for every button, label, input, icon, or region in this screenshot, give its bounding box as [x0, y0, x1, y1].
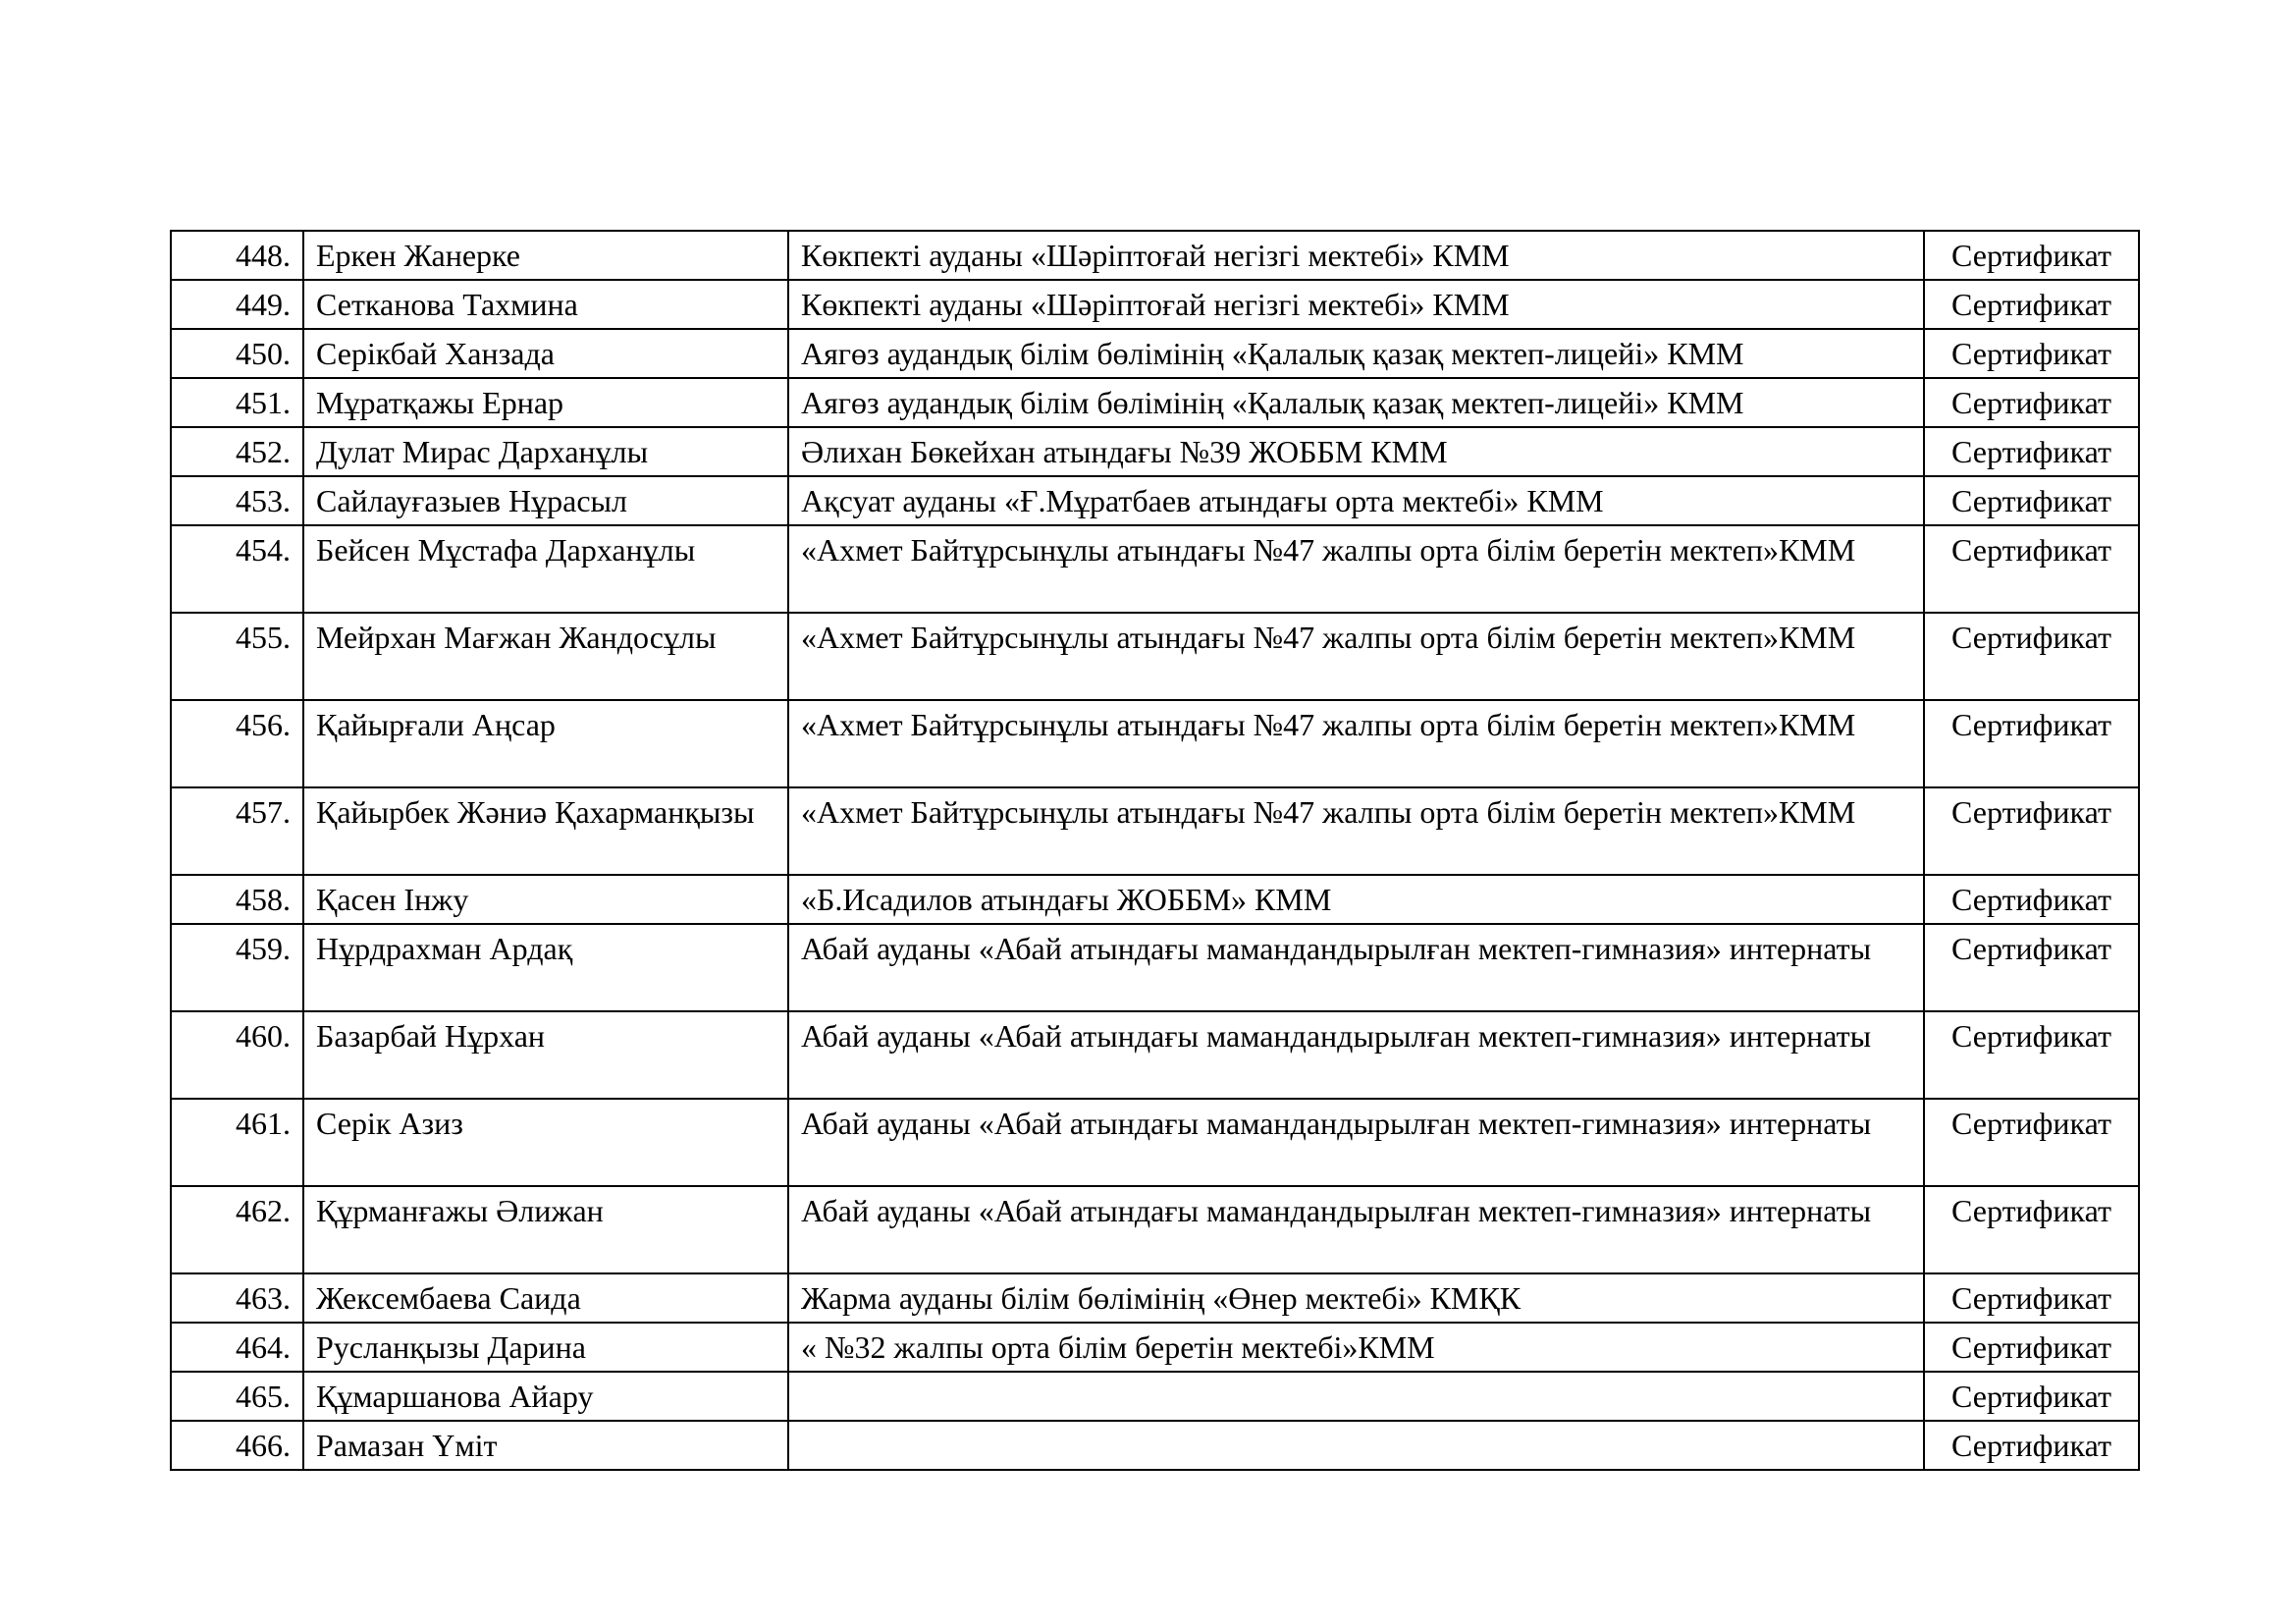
- school-name: Әлихан Бөкейхан атындағы №39 ЖОББМ КММ: [788, 427, 1924, 476]
- table-row: [171, 787, 2139, 875]
- table-row: [171, 1323, 2139, 1372]
- student-name: Серікбай Ханзада: [303, 329, 788, 378]
- table-row: [171, 1273, 2139, 1323]
- school-name: Абай ауданы «Абай атындағы мамандандырылған мектеп-гимназия» интернаты: [788, 1011, 1924, 1099]
- row-number: 455.: [171, 613, 303, 700]
- row-number: 450.: [171, 329, 303, 378]
- school-name: Көкпекті ауданы «Шәріптоғай негізгі мектебі» КММ: [788, 231, 1924, 280]
- row-number: 451.: [171, 378, 303, 427]
- student-name: Рамазан Үміт: [303, 1421, 788, 1470]
- table-row: [171, 924, 2139, 1011]
- student-name: Дулат Мирас Дарханұлы: [303, 427, 788, 476]
- table-row: [171, 613, 2139, 700]
- row-number: 456.: [171, 700, 303, 787]
- award-result: Сертификат: [1924, 875, 2139, 924]
- award-result: Сертификат: [1924, 787, 2139, 875]
- table-row: [171, 476, 2139, 525]
- award-result: Сертификат: [1924, 525, 2139, 613]
- table-row: [171, 329, 2139, 378]
- school-name: Аягөз аудандық білім бөлімінің «Қалалық қазақ мектеп-лицейі» КММ: [788, 378, 1924, 427]
- award-result: Сертификат: [1924, 280, 2139, 329]
- student-name: Сетканова Тахмина: [303, 280, 788, 329]
- row-number: 465.: [171, 1372, 303, 1421]
- award-result: Сертификат: [1924, 329, 2139, 378]
- school-name: Көкпекті ауданы «Шәріптоғай негізгі мектебі» КММ: [788, 280, 1924, 329]
- student-name: Нұрдрахман Ардақ: [303, 924, 788, 1011]
- student-name: Сайлауғазыев Нұрасыл: [303, 476, 788, 525]
- student-name: Қасен Інжу: [303, 875, 788, 924]
- table-row: [171, 1011, 2139, 1099]
- award-result: Сертификат: [1924, 1099, 2139, 1186]
- row-number: 466.: [171, 1421, 303, 1470]
- row-number: 452.: [171, 427, 303, 476]
- row-number: 454.: [171, 525, 303, 613]
- award-result: Сертификат: [1924, 1186, 2139, 1273]
- school-name: « №32 жалпы орта білім беретін мектебі»КММ: [788, 1323, 1924, 1372]
- table-row: [171, 875, 2139, 924]
- student-name: Серік Азиз: [303, 1099, 788, 1186]
- award-result: Сертификат: [1924, 700, 2139, 787]
- row-number: 464.: [171, 1323, 303, 1372]
- award-result: Сертификат: [1924, 378, 2139, 427]
- school-name: Аягөз аудандық білім бөлімінің «Қалалық қазақ мектеп-лицейі» КММ: [788, 329, 1924, 378]
- school-name: «Ахмет Байтұрсынұлы атындағы №47 жалпы орта білім беретін мектеп»КММ: [788, 525, 1924, 613]
- award-result: Сертификат: [1924, 231, 2139, 280]
- table-row: [171, 1099, 2139, 1186]
- student-name: Мейрхан Мағжан Жандосұлы: [303, 613, 788, 700]
- table-row: [171, 280, 2139, 329]
- student-name: Русланқызы Дарина: [303, 1323, 788, 1372]
- student-name: Қайырбек Жәниә Қахарманқызы: [303, 787, 788, 875]
- table-row: [171, 1372, 2139, 1421]
- school-name: «Ахмет Байтұрсынұлы атындағы №47 жалпы орта білім беретін мектеп»КММ: [788, 613, 1924, 700]
- row-number: 453.: [171, 476, 303, 525]
- award-result: Сертификат: [1924, 427, 2139, 476]
- table-row: [171, 231, 2139, 280]
- school-name: Абай ауданы «Абай атындағы мамандандырылған мектеп-гимназия» интернаты: [788, 1186, 1924, 1273]
- table-row: [171, 700, 2139, 787]
- award-result: Сертификат: [1924, 1273, 2139, 1323]
- school-name: Жарма ауданы білім бөлімінің «Өнер мектебі» КМҚК: [788, 1273, 1924, 1323]
- row-number: 459.: [171, 924, 303, 1011]
- student-name: Мұратқажы Ернар: [303, 378, 788, 427]
- table-row: [171, 427, 2139, 476]
- results-table: [170, 230, 2140, 1471]
- table-row: [171, 525, 2139, 613]
- school-name: [788, 1372, 1924, 1421]
- student-name: Еркен Жанерке: [303, 231, 788, 280]
- award-result: Сертификат: [1924, 1011, 2139, 1099]
- row-number: 462.: [171, 1186, 303, 1273]
- table-row: [171, 1186, 2139, 1273]
- school-name: «Б.Исадилов атындағы ЖОББМ» КММ: [788, 875, 1924, 924]
- row-number: 458.: [171, 875, 303, 924]
- award-result: Сертификат: [1924, 613, 2139, 700]
- row-number: 448.: [171, 231, 303, 280]
- row-number: 457.: [171, 787, 303, 875]
- school-name: «Ахмет Байтұрсынұлы атындағы №47 жалпы орта білім беретін мектеп»КММ: [788, 700, 1924, 787]
- row-number: 461.: [171, 1099, 303, 1186]
- award-result: Сертификат: [1924, 1421, 2139, 1470]
- student-name: Құрманғажы Әлижан: [303, 1186, 788, 1273]
- row-number: 449.: [171, 280, 303, 329]
- school-name: Ақсуат ауданы «Ғ.Мұратбаев атындағы орта мектебі» КММ: [788, 476, 1924, 525]
- row-number: 463.: [171, 1273, 303, 1323]
- student-name: Базарбай Нұрхан: [303, 1011, 788, 1099]
- student-name: Қайырғали Аңсар: [303, 700, 788, 787]
- award-result: Сертификат: [1924, 924, 2139, 1011]
- school-name: Абай ауданы «Абай атындағы мамандандырылған мектеп-гимназия» интернаты: [788, 1099, 1924, 1186]
- school-name: Абай ауданы «Абай атындағы мамандандырылған мектеп-гимназия» интернаты: [788, 924, 1924, 1011]
- student-name: Бейсен Мұстафа Дарханұлы: [303, 525, 788, 613]
- table-row: [171, 1421, 2139, 1470]
- school-name: «Ахмет Байтұрсынұлы атындағы №47 жалпы орта білім беретін мектеп»КММ: [788, 787, 1924, 875]
- student-name: Құмаршанова Айару: [303, 1372, 788, 1421]
- award-result: Сертификат: [1924, 476, 2139, 525]
- row-number: 460.: [171, 1011, 303, 1099]
- award-result: Сертификат: [1924, 1323, 2139, 1372]
- award-result: Сертификат: [1924, 1372, 2139, 1421]
- table-row: [171, 378, 2139, 427]
- school-name: [788, 1421, 1924, 1470]
- student-name: Жексембаева Саида: [303, 1273, 788, 1323]
